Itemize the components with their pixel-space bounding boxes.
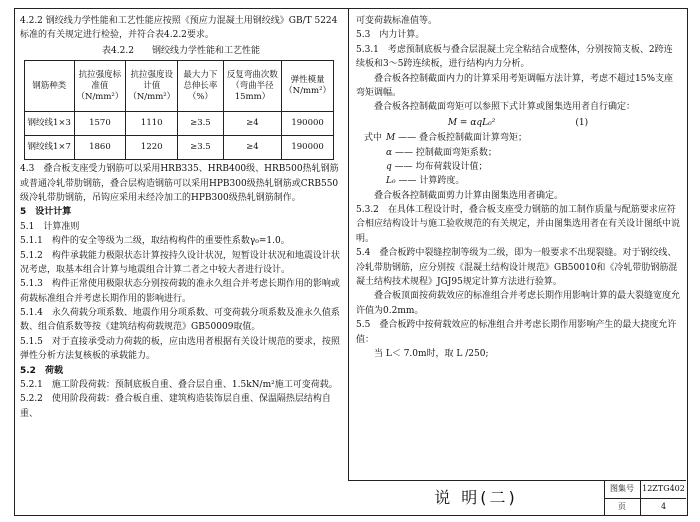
header-cell: 反复弯曲次数（弯曲半径15mm） [223, 61, 282, 112]
para-4-2-2: 4.2.2 钢绞线力学性能和工艺性能应按照《预应力混凝土用钢绞线》GB/T 5224标准的有关规定进行检验，并符合表4.2.2要求。 [20, 16, 338, 41]
steel-strand-table [24, 60, 334, 160]
table-cell: ≥3.5 [178, 136, 223, 160]
symbol-definitions [356, 131, 680, 189]
table-cell: ≥4 [223, 136, 282, 160]
formula-expression: M = αqL₀² [447, 117, 496, 128]
table-cell: 190000 [282, 136, 334, 160]
sheet-title: 说 明(二) [348, 481, 605, 515]
para-5-1-5: 5.1.5 对于直接承受动力荷载的板，应由选用者根据有关设计规范的要求，按照弹性分析方法复核板的承载能力。 [20, 336, 340, 362]
table-row [25, 136, 334, 160]
section-5-2-heading: 5.2 荷载 [20, 365, 63, 376]
para-5-5: 5.5 叠合板跨中按荷载效应的标准组合并考虑长期作用影响产生的最大挠度允许值： [356, 320, 677, 345]
table-cell: 1570 [74, 112, 126, 136]
para-5-1-2: 5.1.2 构件承载能力极限状态计算按持久设计状况，短暂设计状况和地震设计状况考虑，取基本组合计算与地震组合计算二者之中较大者进行设计。 [20, 250, 340, 275]
section-5-1-heading: 5.1 计算准则 [20, 221, 80, 232]
table-cell: 190000 [282, 112, 334, 136]
table-cell: 钢绞线1×7 [25, 136, 75, 160]
para-5-3-1: 5.3.1 考虑预制底板与叠合层混凝土完全粘结合成整体，分别按简支板、2跨连续板和3～5跨连续板，进行结构内力分析。 [356, 44, 673, 70]
para-continuation: 可变荷载标准值等。 [356, 16, 438, 26]
table-header-row [25, 61, 334, 112]
page-label: 页 [618, 501, 626, 511]
table-cell: ≥4 [223, 112, 282, 136]
para-5-2-1: 5.2.1 施工阶段荷载：预制底板自重、叠合层自重、1.5kN/m²施工可变荷载。 [20, 380, 338, 391]
table-row [25, 112, 334, 136]
header-cell: 弹性模量（N/mm²） [282, 61, 334, 112]
para-shear: 叠合板各控制截面剪力计算由图集选用者确定。 [374, 190, 564, 201]
definition-row: q —— 均布荷载设计值； [386, 161, 488, 172]
para-5-1-4: 5.1.4 永久荷载分项系数、地震作用分项系数、可变荷载分项系数及准永久值系数、组合值系数等按《建筑结构荷载规范》GB50009取值。 [20, 308, 340, 333]
definition-row: α —— 控制截面弯矩系数； [386, 147, 497, 158]
para-moment-redistribution: 叠合板各控制截面内力的计算采用考矩调幅方法计算，考虑不超过15%支座弯矩调幅。 [356, 73, 674, 98]
para-moment-formula-intro: 叠合板各控制截面弯矩可以参照下式计算或图集选用者自行确定： [374, 102, 636, 113]
para-crack-width: 叠合板顶面按荷载效应的标准组合并考虑长期作用影响计算的最大裂缝宽度允许值为0.2mm。 [356, 291, 681, 316]
formula-number: (1) [575, 117, 589, 128]
page-number: 4 [660, 501, 667, 511]
atlas-number-label: 图集号 [610, 484, 634, 494]
definition-row: L₀ —— 计算跨度。 [386, 176, 465, 187]
atlas-number: 12ZTG402 [642, 484, 685, 494]
header-cell: 抗拉强度标准值（N/mm²） [74, 61, 126, 112]
section-5-heading: 5 设计计算 [20, 207, 72, 218]
para-4-3: 4.3 叠合板支座受力钢筋可以采用HRB335、HRB400级、HRB500热轧钢筋或普通冷轧带肋钢筋，叠合层构造钢筋可以采用HPB300级热轧钢筋或CRB550级冷轧带肋钢筋，吊钩应采用未经冷加工的HPB300级热轧钢筋制作。 [20, 164, 339, 203]
section-5-3-heading: 5.3 内力计算。 [356, 30, 425, 41]
header-cell: 最大力下总伸长率（%） [178, 61, 223, 112]
para-5-1-1: 5.1.1 构件的安全等级为二级，取结构构件的重要性系数γ₀=1.0。 [20, 236, 290, 247]
table-cell: ≥3.5 [178, 112, 223, 136]
moment-formula [356, 116, 680, 130]
para-5-4: 5.4 叠合板跨中裂缝控制等级为二级，即为一般要求不出现裂缝。对于钢绞线、冷轧带肋钢筋，应分别按《混凝土结构设计规范》GB50010和《冷轧带肋钢筋混凝土结构技术规程》JGJ95规定计算方法进行验算。 [356, 248, 678, 288]
para-5-2-2: 5.2.2 使用阶段荷载：叠合板自重、建筑构造装饰层自重、保温隔热层结构自重、 [20, 394, 331, 419]
table-cell: 1110 [126, 112, 178, 136]
para-5-3-2: 5.3.2 在具体工程设计时，叠合板支座受力钢筋的加工制作质量与配筋要求应符合相应结构设计与施工验收规范的有关规定，并由图集选用者在有关设计图纸中说明。 [356, 205, 681, 244]
header-cell: 抗拉强度设计值（N/mm²） [126, 61, 178, 112]
para-5-1-3: 5.1.3 构件正常使用极限状态分别按荷载的准永久组合并考虑长期作用的影响或荷载标准组合并考虑长期作用的影响进行。 [20, 279, 340, 304]
table-cell: 1860 [74, 136, 126, 160]
table-cell: 钢绞线1×3 [25, 112, 75, 136]
column-divider [348, 8, 349, 480]
title-block [348, 480, 686, 515]
left-column [20, 14, 342, 421]
definition-row: 式中 M —— 叠合板控制截面计算弯矩； [364, 133, 527, 144]
para-deflection-limit: 当 L＜ 7.0m时，取 L /250; [374, 348, 489, 359]
right-column [356, 14, 680, 361]
table-cell: 1220 [126, 136, 178, 160]
header-cell: 钢筋种类 [25, 61, 75, 112]
table-caption: 表4.2.2 钢绞线力学性能和工艺性能 [102, 45, 260, 56]
